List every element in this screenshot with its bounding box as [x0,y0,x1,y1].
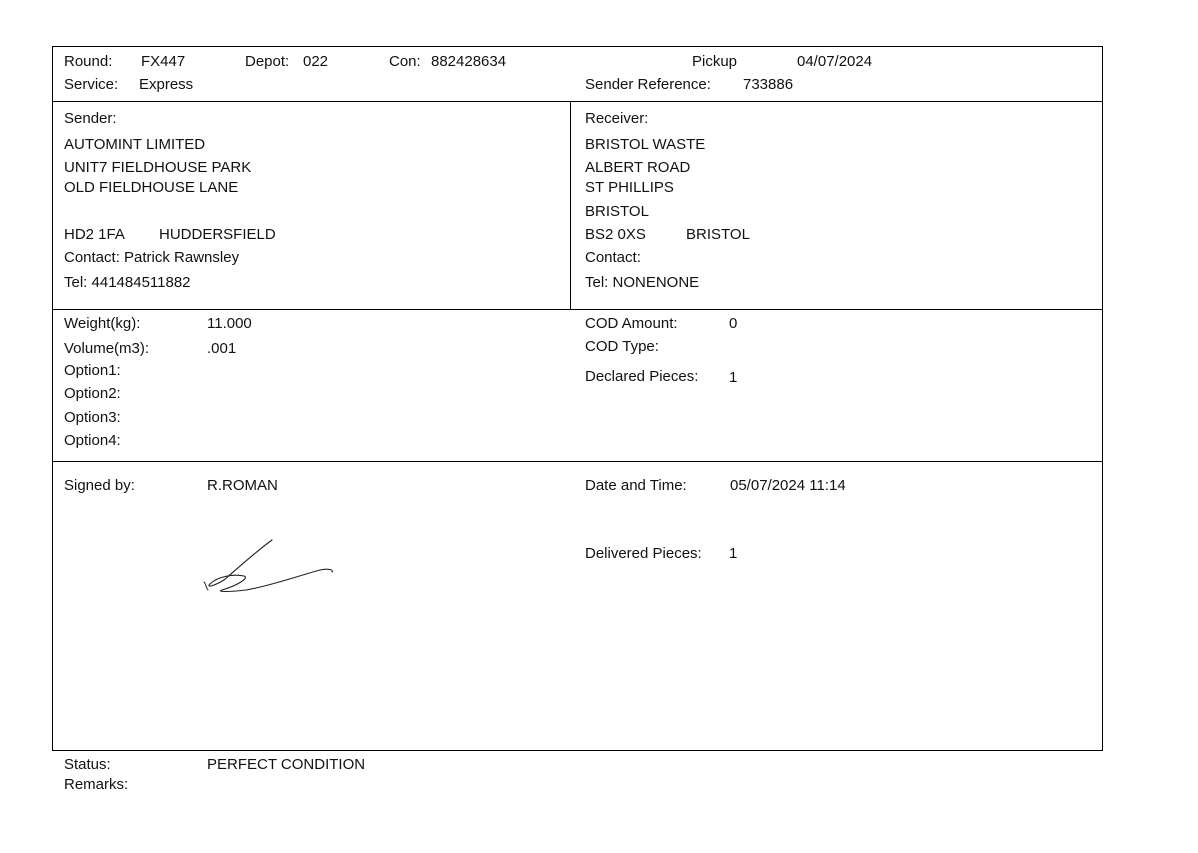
option1-label: Option1: [64,362,121,379]
round-label: Round: [64,53,113,70]
remarks-label: Remarks: [64,776,129,793]
receiver-contact: Contact: [585,249,641,266]
option2-label: Option2: [64,385,121,402]
receiver-city: BRISTOL [686,226,750,243]
volume-value: .001 [207,340,237,357]
option4-label: Option4: [64,432,121,449]
con-label: Con: [389,53,421,70]
cod-amount-value: 0 [729,315,738,332]
divider-details [52,461,1103,462]
receiver-address-line2: ALBERT ROAD [585,159,691,176]
sender-address-line2: UNIT7 FIELDHOUSE PARK [64,159,252,176]
pickup-date: 04/07/2024 [797,53,873,70]
sender-address-line1: AUTOMINT LIMITED [64,136,206,153]
pickup-label: Pickup [692,53,738,70]
receiver-tel: Tel: NONENONE [585,274,700,291]
divider-sender-receiver [570,102,571,310]
sender-tel: Tel: 441484511882 [64,274,191,291]
receiver-heading: Receiver: [585,110,649,127]
signature-image [200,536,340,596]
option3-label: Option3: [64,409,121,426]
weight-label: Weight(kg): [64,315,141,332]
depot-label: Depot: [245,53,290,70]
signed-by-label: Signed by: [64,477,135,494]
con-value: 882428634 [431,53,507,70]
delivered-pieces-label: Delivered Pieces: [585,545,702,562]
service-value: Express [139,76,194,93]
sender-reference-label: Sender Reference: [585,76,711,93]
date-time-value: 05/07/2024 11:14 [730,477,846,494]
declared-pieces-label: Declared Pieces: [585,368,699,385]
cod-type-label: COD Type: [585,338,659,355]
cod-amount-label: COD Amount: [585,315,678,332]
signed-by-value: R.ROMAN [207,477,278,494]
date-time-label: Date and Time: [585,477,687,494]
receiver-address-line4: BRISTOL [585,203,649,220]
status-value: PERFECT CONDITION [207,756,366,773]
service-label: Service: [64,76,119,93]
consignment-frame [52,46,1103,751]
sender-heading: Sender: [64,110,117,127]
sender-address-line3: OLD FIELDHOUSE LANE [64,179,239,196]
round-value: FX447 [141,53,186,70]
depot-value: 022 [303,53,329,70]
sender-postcode: HD2 1FA [64,226,125,243]
volume-label: Volume(m3): [64,340,150,357]
receiver-address-line3: ST PHILLIPS [585,179,674,196]
divider-address [52,309,1103,310]
status-label: Status: [64,756,111,773]
divider-header [52,101,1103,102]
weight-value: 11.000 [207,315,252,332]
declared-pieces-value: 1 [729,369,738,386]
receiver-address-line1: BRISTOL WASTE [585,136,706,153]
sender-city: HUDDERSFIELD [159,226,276,243]
delivered-pieces-value: 1 [729,545,738,562]
receiver-postcode: BS2 0XS [585,226,646,243]
sender-reference-value: 733886 [743,76,794,93]
sender-contact: Contact: Patrick Rawnsley [64,249,240,266]
